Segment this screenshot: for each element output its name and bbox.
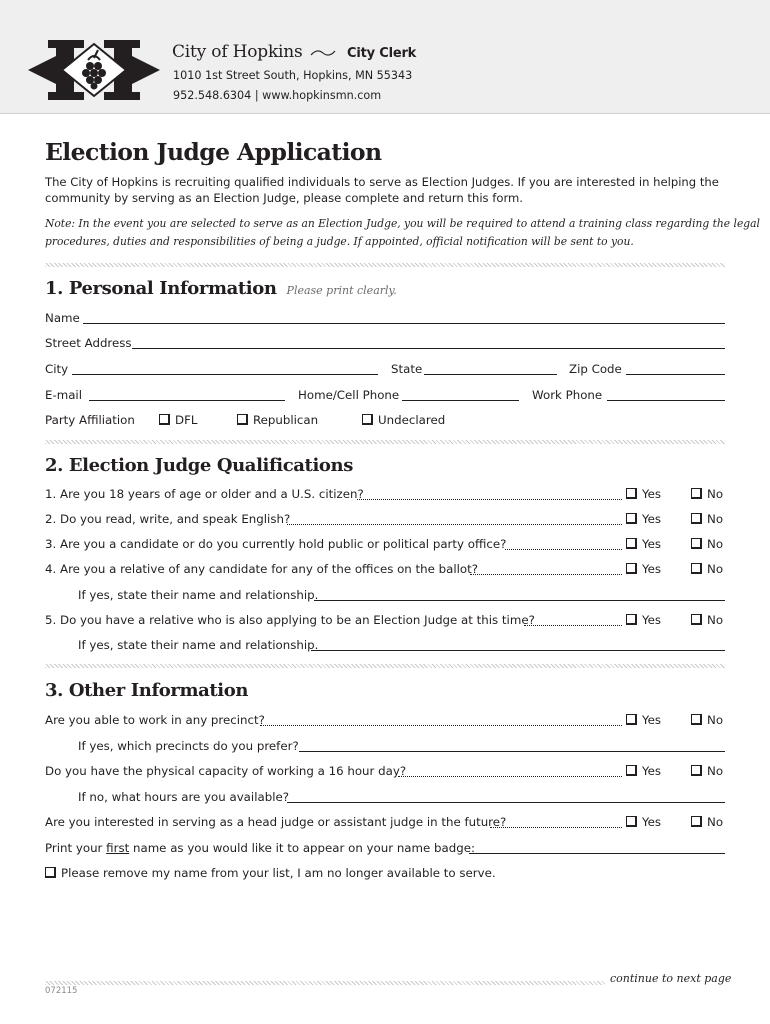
remove-from-list-checkbox[interactable]: Please remove my name from your list, I am no longer available to serve. — [45, 866, 496, 880]
state-label: State — [391, 362, 423, 376]
checkbox-icon — [626, 513, 637, 524]
footer-divider — [45, 981, 605, 985]
leader-dots — [470, 574, 622, 575]
leader-dots — [505, 549, 622, 550]
party-option-republican[interactable]: Republican — [237, 413, 318, 427]
precinct-yes-checkbox[interactable]: Yes — [626, 713, 661, 727]
work-phone-label: Work Phone — [532, 388, 603, 402]
q4-relationship-field[interactable] — [314, 600, 725, 601]
q5-relationship-field[interactable] — [311, 650, 725, 651]
intro-line-1: The City of Hopkins is recruiting qualified individuals to serve as Election Judges. If you are interested in helping the — [45, 175, 719, 189]
name-label: Name — [45, 311, 80, 325]
badge-name-field[interactable] — [469, 853, 725, 854]
precinct-followup-label: If yes, which precincts do you prefer? — [78, 739, 299, 753]
checkbox-icon — [691, 563, 702, 574]
city-field[interactable] — [72, 374, 378, 375]
q3-no-checkbox[interactable]: No — [691, 537, 723, 551]
section-personal-heading: 1. Personal Information Please print clearly. — [45, 278, 397, 299]
head-judge-no-checkbox[interactable]: No — [691, 815, 723, 829]
divider — [45, 440, 725, 444]
checkbox-icon — [362, 414, 373, 425]
checkbox-icon — [691, 714, 702, 725]
checkbox-icon — [626, 816, 637, 827]
note-line-2: procedures, duties and responsibilities of being a judge. If appointed, official notification will be sent to you. — [45, 235, 634, 248]
checkbox-icon — [626, 714, 637, 725]
checkbox-icon — [237, 414, 248, 425]
checkbox-icon — [626, 765, 637, 776]
checkbox-icon — [691, 816, 702, 827]
q4-yes-checkbox[interactable]: Yes — [626, 562, 661, 576]
street-address-field[interactable] — [132, 348, 725, 349]
question-age-citizen: 1. Are you 18 years of age or older and a U.S. citizen? — [45, 487, 364, 501]
department-name: City Clerk — [347, 46, 417, 61]
checkbox-icon — [691, 538, 702, 549]
question-head-judge: Are you interested in serving as a head judge or assistant judge in the future? — [45, 815, 507, 829]
form-code: 072115 — [45, 986, 78, 996]
zip-label: Zip Code — [569, 362, 622, 376]
available-hours-field[interactable] — [287, 802, 725, 803]
question-16-hour-day: Do you have the physical capacity of working a 16 hour day? — [45, 764, 407, 778]
party-option-dfl[interactable]: DFL — [159, 413, 197, 427]
party-option-undeclared[interactable]: Undeclared — [362, 413, 445, 427]
checkbox-icon — [691, 765, 702, 776]
capacity-yes-checkbox[interactable]: Yes — [626, 764, 661, 778]
q5-followup-label: If yes, state their name and relationship. — [78, 638, 319, 652]
checkbox-icon — [159, 414, 170, 425]
question-english: 2. Do you read, write, and speak English? — [45, 512, 291, 526]
city-contact: 952.548.6304 | www.hopkinsmn.com — [173, 89, 382, 102]
street-label: Street Address — [45, 336, 132, 350]
leader-dots — [398, 776, 622, 777]
name-field[interactable] — [83, 323, 725, 324]
preferred-precincts-field[interactable] — [299, 751, 725, 752]
checkbox-icon — [691, 488, 702, 499]
q5-yes-checkbox[interactable]: Yes — [626, 613, 661, 627]
section-subheading: Please print clearly. — [286, 284, 397, 297]
city-name: City of Hopkins — [172, 42, 303, 62]
q1-no-checkbox[interactable]: No — [691, 487, 723, 501]
capacity-no-checkbox[interactable]: No — [691, 764, 723, 778]
city-label: City — [45, 362, 69, 376]
question-relative-candidate: 4. Are you a relative of any candidate for any of the offices on the ballot? — [45, 562, 479, 576]
section-qualifications-heading: 2. Election Judge Qualifications — [45, 455, 353, 476]
q4-no-checkbox[interactable]: No — [691, 562, 723, 576]
state-field[interactable] — [424, 374, 557, 375]
leader-dots — [357, 499, 622, 500]
q2-no-checkbox[interactable]: No — [691, 512, 723, 526]
checkbox-icon — [626, 563, 637, 574]
precinct-no-checkbox[interactable]: No — [691, 713, 723, 727]
question-candidate: 3. Are you a candidate or do you currently hold public or political party office? — [45, 537, 507, 551]
divider — [45, 263, 725, 267]
email-label: E-mail — [45, 388, 82, 402]
head-judge-yes-checkbox[interactable]: Yes — [626, 815, 661, 829]
leader-dots — [287, 524, 622, 525]
question-relative-applying: 5. Do you have a relative who is also applying to be an Election Judge at this time? — [45, 613, 535, 627]
checkbox-icon — [626, 538, 637, 549]
hopkins-raspberry-logo — [28, 38, 160, 102]
q2-yes-checkbox[interactable]: Yes — [626, 512, 661, 526]
leader-dots — [490, 827, 622, 828]
email-field[interactable] — [89, 400, 285, 401]
intro-line-2: community by serving as an Election Judge, please complete and return this form. — [45, 191, 523, 205]
home-phone-label: Home/Cell Phone — [298, 388, 400, 402]
party-label: Party Affiliation — [45, 413, 135, 427]
question-any-precinct: Are you able to work in any precinct? — [45, 713, 265, 727]
home-phone-field[interactable] — [402, 400, 519, 401]
note-line-1: Note: In the event you are selected to serve as an Election Judge, you will be required to attend a training class regarding the legal — [45, 217, 760, 230]
checkbox-icon — [626, 614, 637, 625]
zip-code-field[interactable] — [626, 374, 725, 375]
leader-dots — [524, 625, 622, 626]
section-other-heading: 3. Other Information — [45, 680, 249, 701]
city-address: 1010 1st Street South, Hopkins, MN 55343 — [173, 69, 413, 82]
checkbox-icon — [691, 513, 702, 524]
q1-yes-checkbox[interactable]: Yes — [626, 487, 661, 501]
swash-ornament — [310, 49, 336, 57]
badge-name-label: Print your first name as you would like it to appear on your name badge: — [45, 841, 475, 855]
continue-to-next-page: continue to next page — [610, 972, 732, 985]
city-brand — [172, 42, 416, 62]
checkbox-icon — [691, 614, 702, 625]
work-phone-field[interactable] — [607, 400, 725, 401]
hours-followup-label: If no, what hours are you available? — [78, 790, 289, 804]
leader-dots — [260, 725, 622, 726]
checkbox-icon — [45, 867, 56, 878]
q5-no-checkbox[interactable]: No — [691, 613, 723, 627]
q4-followup-label: If yes, state their name and relationship. — [78, 588, 319, 602]
divider — [45, 664, 725, 668]
q3-yes-checkbox[interactable]: Yes — [626, 537, 661, 551]
page-title: Election Judge Application — [45, 138, 382, 166]
checkbox-icon — [626, 488, 637, 499]
